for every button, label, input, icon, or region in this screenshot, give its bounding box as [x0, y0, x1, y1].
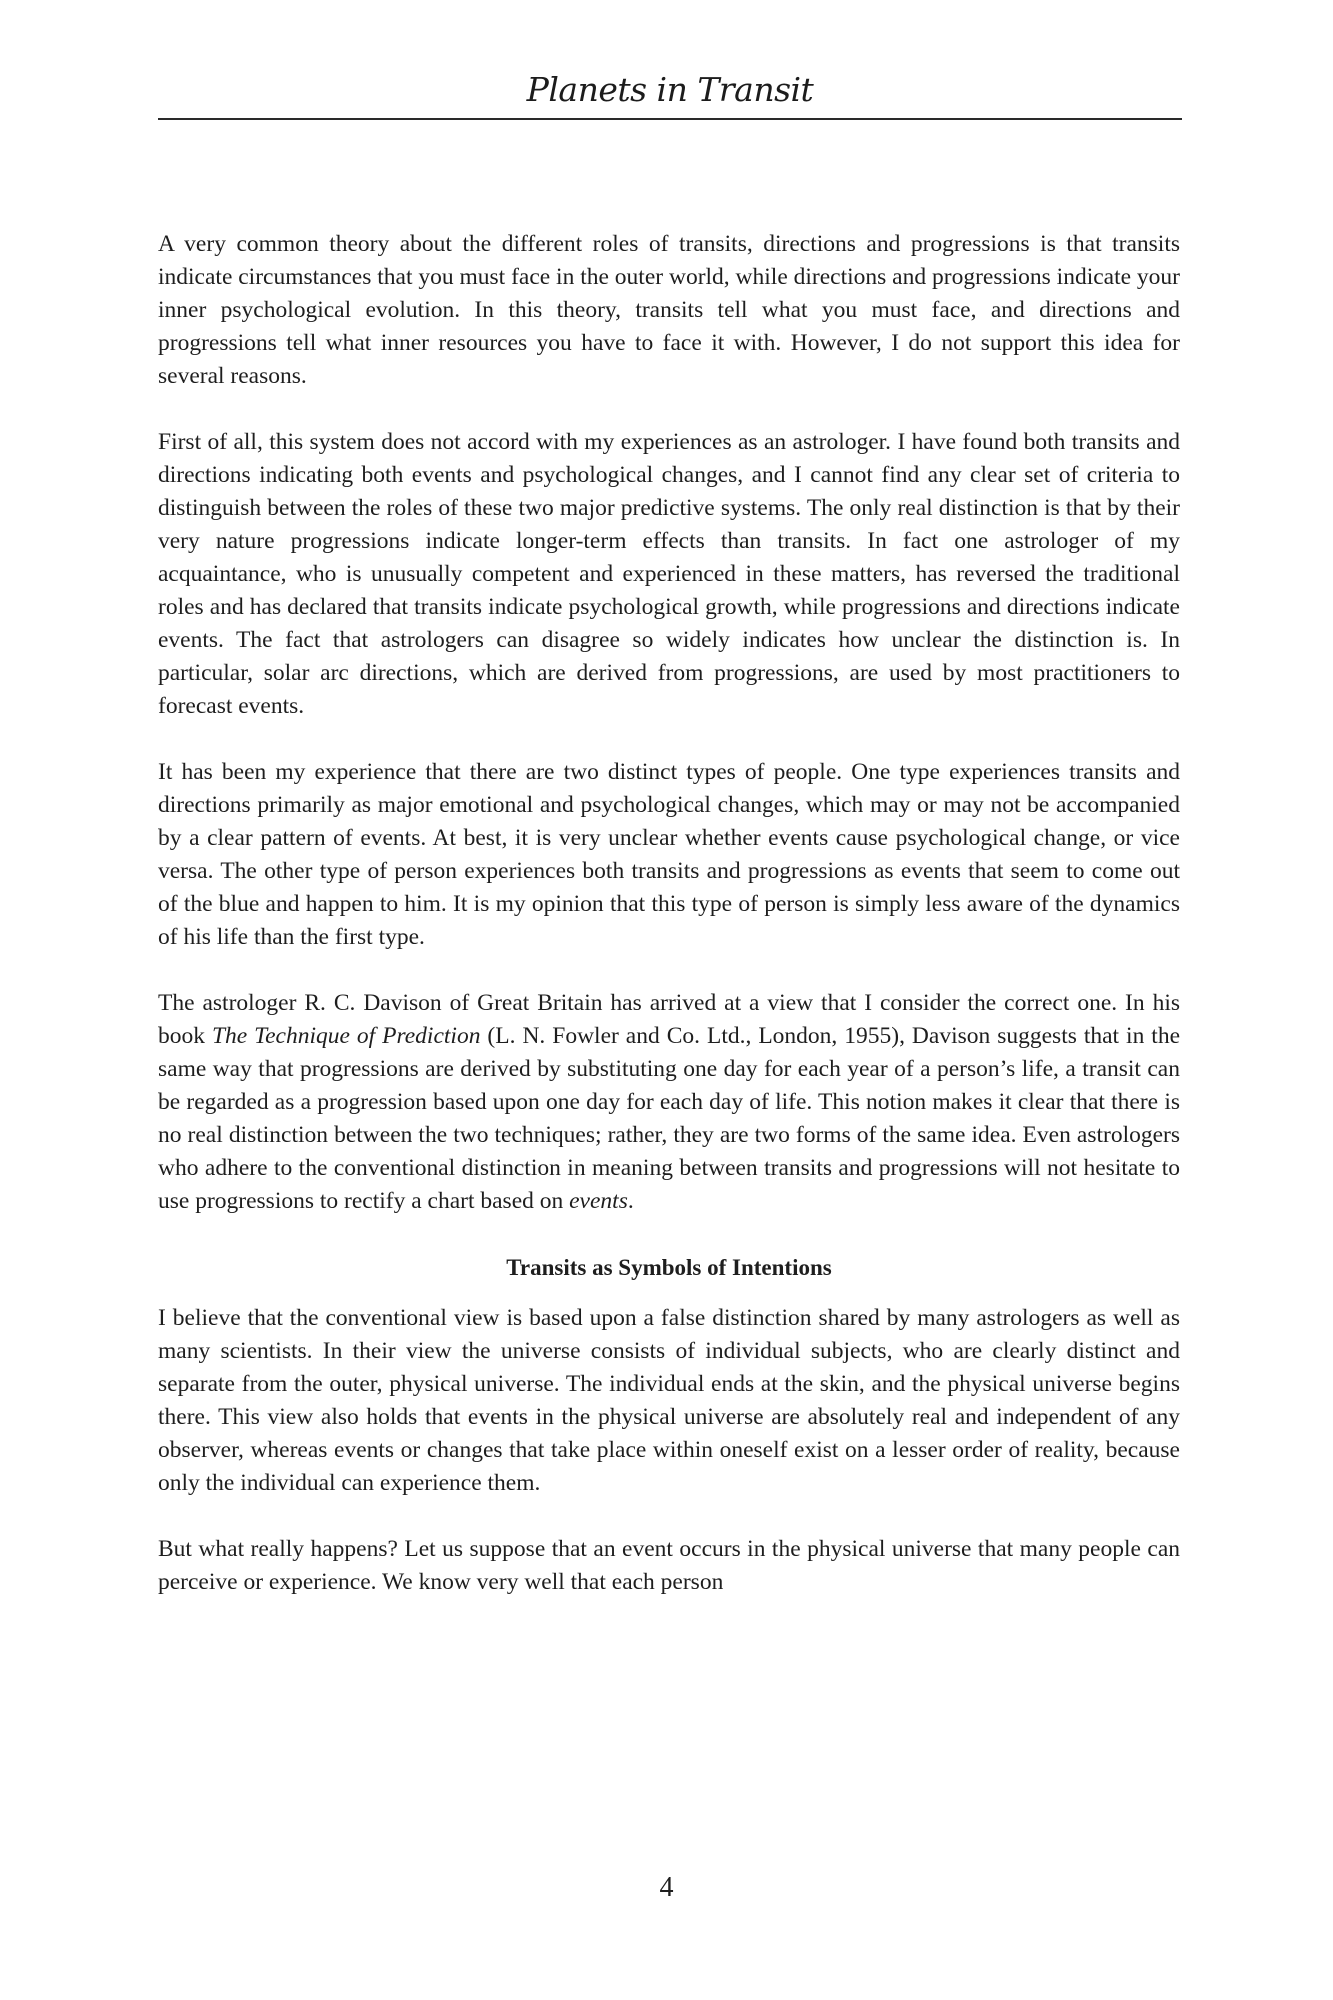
- paragraph-3: It has been my experience that there are two distinct types of people. One type experiences transits and directions primarily as major emotional and psychological changes, which may or may not be accompanied by a clear pattern of events. At best, it is very unclear whether events cause psychological change, or vice versa. The other type of person experiences both transits and progressions as events that seem to come out of the blue and happen to him. It is my opinion that this type of person is simply less aware of the dynamics of his life than the first type.: [158, 759, 1180, 950]
- paragraph-4-part1: The astrologer R. C. Davison of Great Britain has arrived at a view that I consider the correct one. In his book: [158, 990, 1180, 1049]
- paragraph-4-part3: .: [627, 1188, 634, 1214]
- paragraph-4: [158, 987, 1180, 1218]
- paragraph-1: A very common theory about the different roles of transits, directions and progressions is that transits indicate circumstances that you must face in the outer world, while directions and progressions indicate your inner psychological evolution. In this theory, transits tell what you must face, and directions and progressions tell what inner resources you have to face it with. However, I do not support this idea for several reasons.: [158, 231, 1180, 389]
- section-heading: Transits as Symbols of Intentions: [506, 1255, 832, 1280]
- page-number: 4: [659, 1872, 674, 1903]
- paragraph-5: I believe that the conventional view is based upon a false distinction shared by many astrologers as well as many scientists. In their view the universe consists of individual subjects, who are clearly distinct and separate from the outer, physical universe. The individual ends at the skin, and the physical universe begins there. This view also holds that events in the physical universe are absolutely real and independent of any observer, whereas events or changes that take place within oneself exist on a lesser order of reality, because only the individual can experience them.: [158, 1305, 1180, 1496]
- paragraph-6: But what really happens? Let us suppose that an event occurs in the physical universe that many people can perceive or experience. We know very well that each person: [158, 1536, 1180, 1595]
- emphasis-events: events: [569, 1188, 628, 1214]
- book-title: The Technique of Prediction: [211, 1023, 481, 1049]
- running-title: Planets in Transit: [526, 70, 814, 109]
- header-rule: [158, 118, 1182, 120]
- paragraph-2: First of all, this system does not accord with my experiences as an astrologer. I have found both transits and directions indicating both events and psychological changes, and I cannot find any clear set of criteria to distinguish between the roles of these two major predictive systems. The only real distinction is that by their very nature progressions indicate longer-term effects than transits. In fact one astrologer of my acquaintance, who is unusually competent and experienced in these matters, has reversed the traditional roles and has declared that transits indicate psychological growth, while progressions and directions indicate events. The fact that astrologers can disagree so widely indicates how unclear the distinction is. In particular, solar arc directions, which are derived from progressions, are used by most practitioners to forecast events.: [158, 429, 1180, 719]
- paragraph-4-part2: (L. N. Fowler and Co. Ltd., London, 1955), Davison suggests that in the same way that progressions are derived by substituting one day for each year of a person’s life, a transit can be regarded as a progression based upon one day for each day of life. This notion makes it clear that there is no real distinction between the two techniques; rather, they are two forms of the same idea. Even astrologers who adhere to the conventional distinction in meaning between transits and progressions will not hesitate to use progressions to rectify a chart based on: [158, 1023, 1180, 1214]
- body-text: [158, 228, 1180, 1632]
